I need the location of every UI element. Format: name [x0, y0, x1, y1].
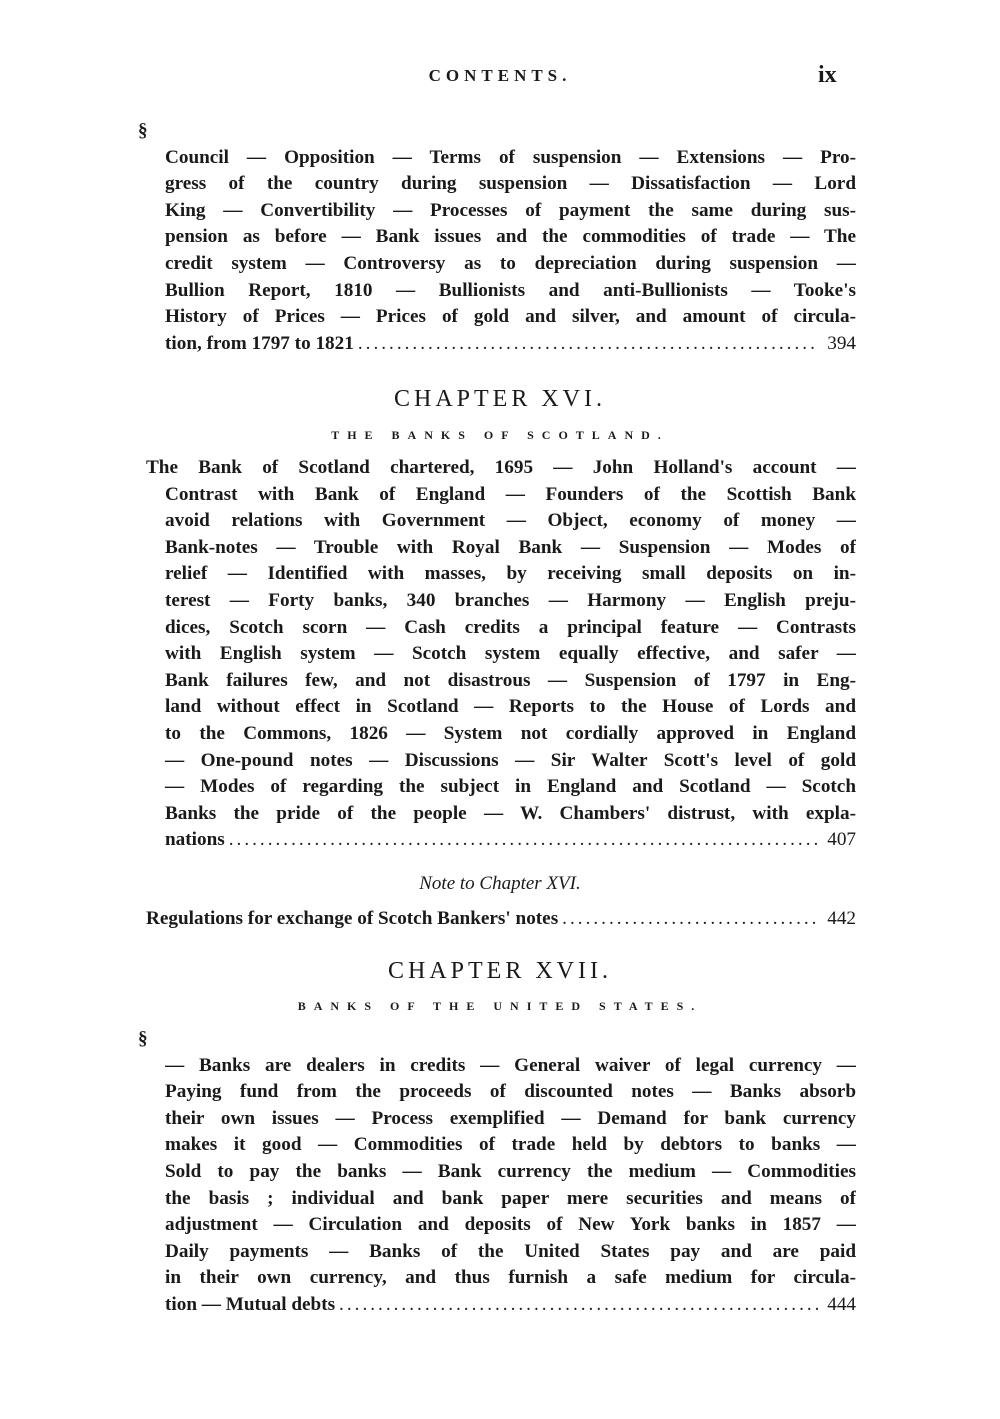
- section-mark: §: [138, 1028, 148, 1049]
- entry-last-line: [146, 827, 856, 854]
- entry-line: King — Convertibility — Processes of payment the same during sus-: [165, 199, 856, 221]
- toc-entry-section-4: [138, 118, 856, 357]
- entry-line: Sold to pay the banks — Bank currency the medium — Commodities: [165, 1160, 856, 1182]
- entry-line: — Modes of regarding the subject in England and Scotland — Scotch: [165, 776, 856, 798]
- toc-entry-chapter-17-section-1: [138, 1026, 856, 1319]
- entry-line: makes it good — Commodities of trade held by debtors to banks —: [165, 1134, 856, 1156]
- entry-line: Bullion Report, 1810 — Bullionists and anti-Bullionists — Tooke's: [165, 279, 856, 301]
- dot-leader: [358, 331, 818, 358]
- entry-last-line: [165, 1292, 856, 1319]
- chapter-17-subtitle: BANKS OF THE UNITED STATES.: [297, 999, 703, 1013]
- chapter-16-subtitle: THE BANKS OF SCOTLAND.: [331, 428, 669, 442]
- toc-entry-note-16: [146, 906, 856, 933]
- entry-line: History of Prices — Prices of gold and silver, and amount of circula-: [165, 306, 856, 328]
- running-title: CONTENTS.: [428, 66, 572, 85]
- entry-line: relief — Identified with masses, by receiving small deposits on in-: [165, 563, 856, 585]
- entry-line: to the Commons, 1826 — System not cordially approved in England: [165, 722, 856, 744]
- section-mark: §: [138, 120, 148, 141]
- entry-line: Council — Opposition — Terms of suspension — Extensions — Pro-: [165, 146, 856, 168]
- entry-line: The Bank of Scotland chartered, 1695 — John Holland's account —: [146, 457, 856, 478]
- entry-line: Bank-notes — Trouble with Royal Bank — Suspension — Modes of: [165, 536, 856, 558]
- entry-line: — Banks are dealers in credits — General waiver of legal currency —: [165, 1054, 856, 1076]
- running-head: [0, 60, 1000, 100]
- entry-line: the basis ; individual and bank paper mere securities and means of: [165, 1187, 856, 1209]
- entry-line: pension as before — Bank issues and the commodities of trade — The: [165, 226, 856, 248]
- entry-line: in their own currency, and thus furnish a safe medium for circula-: [165, 1267, 856, 1289]
- entry-line: Bank failures few, and not disastrous — Suspension of 1797 in Eng-: [165, 669, 856, 691]
- page-number: 407: [827, 829, 856, 851]
- entry-last-line: [146, 906, 856, 933]
- entry-line: avoid relations with Government — Object, economy of money —: [165, 510, 856, 532]
- entry-line: dices, Scotch scorn — Cash credits a principal feature — Contrasts: [165, 616, 856, 638]
- entry-line: Contrast with Bank of England — Founders of the Scottish Bank: [165, 483, 856, 505]
- page-number: 394: [827, 332, 856, 354]
- chapter-16-title: CHAPTER XVI.: [393, 386, 606, 412]
- entry-line: with English system — Scotch system equally effective, and safer —: [165, 643, 856, 665]
- chapter-17-title: CHAPTER XVII.: [388, 958, 612, 984]
- entry-text: nations: [165, 829, 225, 851]
- entry-line: [138, 1026, 856, 1053]
- entry-line: gress of the country during suspension — Dissatisfaction — Lord: [165, 173, 856, 195]
- entry-line: Daily payments — Banks of the United States pay and are paid: [165, 1240, 856, 1262]
- toc-entry-chapter-16: [146, 455, 856, 854]
- entry-line: terest — Forty banks, 340 branches — Harmony — English preju-: [165, 589, 856, 611]
- entry-text: Regulations for exchange of Scotch Bankers' notes: [146, 908, 559, 929]
- dot-leader: [229, 827, 818, 854]
- entry-line: Banks the pride of the people — W. Chambers' distrust, with expla-: [165, 802, 856, 824]
- page-number: 442: [827, 908, 856, 929]
- entry-last-line: [165, 331, 856, 358]
- entry-text: tion, from 1797 to 1821: [165, 332, 354, 354]
- page-numeral: ix: [818, 62, 837, 88]
- page-number: 444: [827, 1293, 856, 1315]
- entry-line: [138, 118, 856, 145]
- entry-line: land without effect in Scotland — Reports to the House of Lords and: [165, 696, 856, 718]
- dot-leader: [562, 906, 818, 933]
- entry-line: — One-pound notes — Discussions — Sir Walter Scott's level of gold: [165, 749, 856, 771]
- dot-leader: [339, 1292, 818, 1319]
- entry-line: Paying fund from the proceeds of discounted notes — Banks absorb: [165, 1081, 856, 1103]
- entry-line: credit system — Controversy as to depreciation during suspension —: [165, 252, 856, 274]
- entry-line: their own issues — Process exemplified — Demand for bank currency: [165, 1107, 856, 1129]
- entry-line: adjustment — Circulation and deposits of New York banks in 1857 —: [165, 1214, 856, 1236]
- note-heading: Note to Chapter XVI.: [419, 873, 581, 894]
- entry-text: tion — Mutual debts: [165, 1293, 336, 1315]
